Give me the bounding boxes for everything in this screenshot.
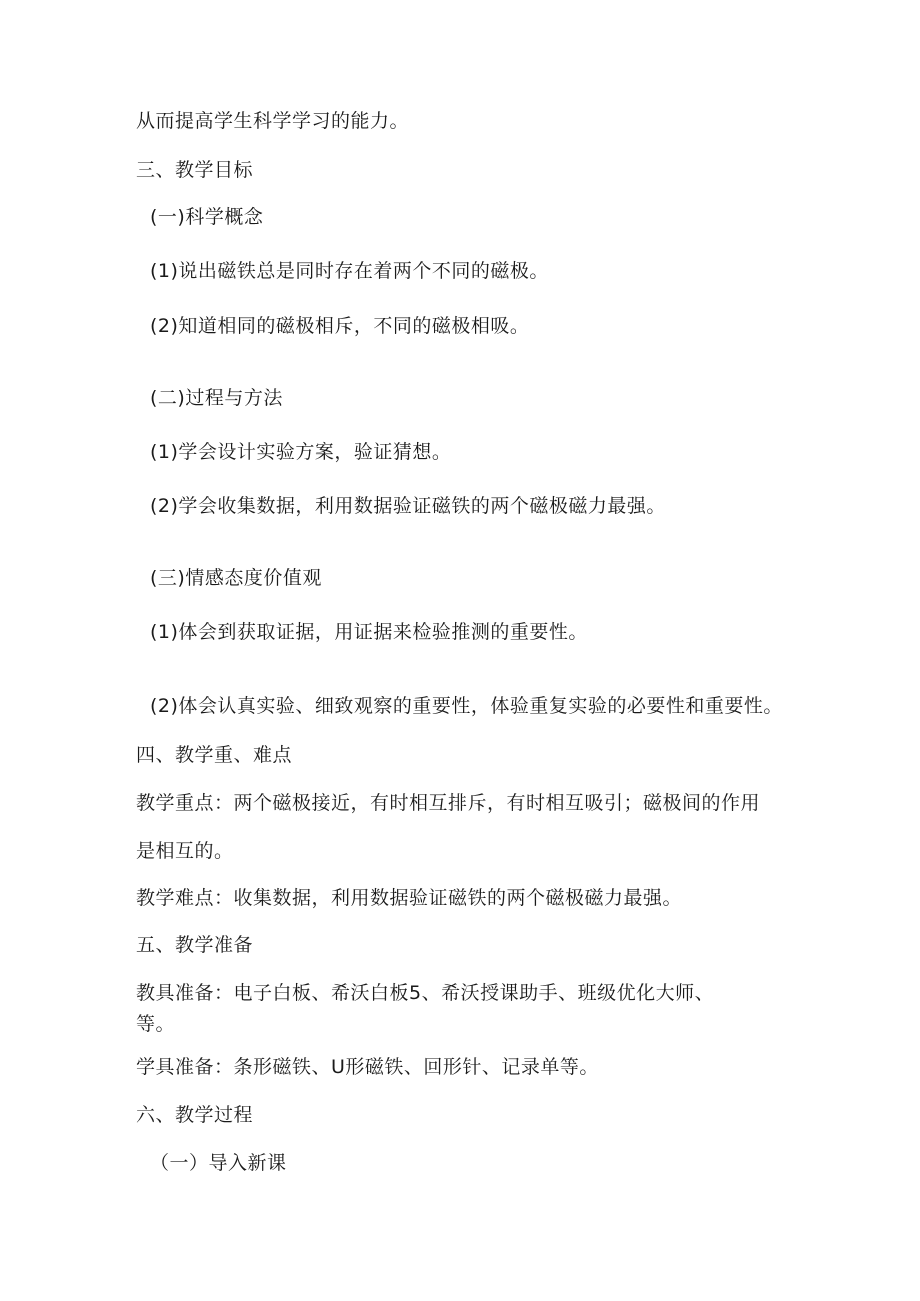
section-heading-objectives: 三、教学目标 xyxy=(136,159,254,181)
attitude-item-2: (2)体会认真实验、细致观察的重要性，体验重复实验的必要性和重要性。 xyxy=(150,695,783,717)
student-materials-text: 学具准备：条形磁铁、U形磁铁、回形针、记录单等。 xyxy=(136,1056,599,1078)
text-line-continuation: 从而提高学生科学学习的能力。 xyxy=(136,110,410,132)
teacher-materials-continued: 等。 xyxy=(136,1013,176,1035)
concept-item-1: (1)说出磁铁总是同时存在着两个不同的磁极。 xyxy=(150,260,549,282)
key-point-text-continued: 是相互的。 xyxy=(136,840,234,862)
section-heading-preparation: 五、教学准备 xyxy=(136,934,254,956)
section-heading-process: 六、教学过程 xyxy=(136,1104,254,1126)
attitude-item-1: (1)体会到获取证据，用证据来检验推测的重要性。 xyxy=(150,621,588,643)
subheading-introduction: （一）导入新课 xyxy=(150,1152,287,1174)
process-item-1: (1)学会设计实验方案，验证猜想。 xyxy=(150,441,452,463)
subheading-science-concepts: (一)科学概念 xyxy=(150,206,264,228)
concept-item-2: (2)知道相同的磁极相斥，不同的磁极相吸。 xyxy=(150,315,530,337)
key-point-text: 教学重点：两个磁极接近，有时相互排斥，有时相互吸引；磁极间的作用 xyxy=(136,792,761,814)
difficult-point-text: 教学难点：收集数据，利用数据验证磁铁的两个磁极磁力最强。 xyxy=(136,887,683,909)
subheading-attitudes-values: (三)情感态度价值观 xyxy=(150,567,322,589)
subheading-process-methods: (二)过程与方法 xyxy=(150,387,283,409)
process-item-2: (2)学会收集数据，利用数据验证磁铁的两个磁极磁力最强。 xyxy=(150,495,666,517)
section-heading-key-points: 四、教学重、难点 xyxy=(136,744,293,766)
teacher-materials-text: 教具准备：电子白板、希沃白板5、希沃授课助手、班级优化大师、 xyxy=(136,982,715,1004)
